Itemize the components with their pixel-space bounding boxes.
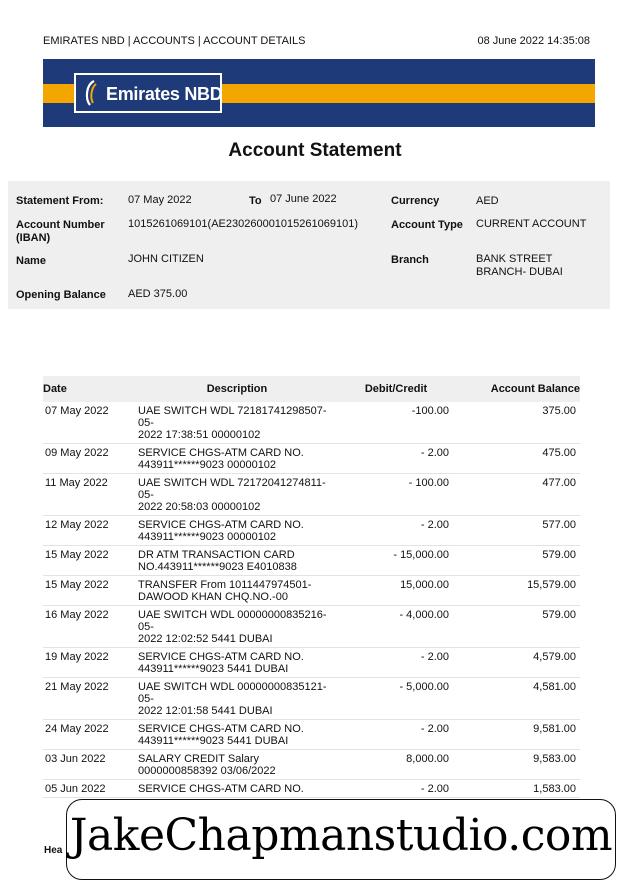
opening-balance-value: AED 375.00 [128, 288, 188, 300]
account-info-panel [8, 181, 610, 309]
row-balance: 4,581.00 [453, 678, 580, 720]
transactions-table [43, 376, 580, 798]
row-balance: 579.00 [453, 606, 580, 648]
table-row [43, 474, 580, 516]
row-balance: 9,583.00 [453, 750, 580, 780]
table-row [43, 606, 580, 648]
row-date: 19 May 2022 [43, 648, 135, 678]
row-description: UAE SWITCH WDL 00000000835121-05- 2022 12:01:58 5441 DUBAI [135, 678, 339, 720]
row-balance: 9,581.00 [453, 720, 580, 750]
statement-from-value: 07 May 2022 [128, 194, 192, 206]
row-amount: -100.00 [339, 402, 453, 444]
name-label: Name [16, 255, 46, 267]
column-header-debit-credit: Debit/Credit [339, 376, 453, 402]
logo-wordmark: Emirates NBD [106, 84, 223, 104]
row-balance: 475.00 [453, 444, 580, 474]
table-row [43, 516, 580, 546]
row-date: 15 May 2022 [43, 576, 135, 606]
column-header-description: Description [135, 376, 339, 402]
row-amount: - 15,000.00 [339, 546, 453, 576]
brand-banner [43, 59, 595, 127]
branch-value: BANK STREET BRANCH- DUBAI [476, 253, 563, 278]
row-date: 12 May 2022 [43, 516, 135, 546]
to-label: To [249, 195, 262, 207]
currency-label: Currency [391, 195, 440, 207]
row-description: UAE SWITCH WDL 72181741298507-05- 2022 17:38:51 00000102 [135, 402, 339, 444]
row-description: SERVICE CHGS-ATM CARD NO. 443911******9023 00000102 [135, 516, 339, 546]
opening-balance-label: Opening Balance [16, 289, 106, 301]
row-amount: - 5,000.00 [339, 678, 453, 720]
logo-mark-icon [82, 79, 100, 107]
table-row [43, 750, 580, 780]
row-description: SERVICE CHGS-ATM CARD NO. 443911******9023 5441 DUBAI [135, 648, 339, 678]
row-amount: - 2.00 [339, 780, 453, 798]
row-amount: - 4,000.00 [339, 606, 453, 648]
page-title: Account Statement [228, 140, 402, 161]
row-amount: 8,000.00 [339, 750, 453, 780]
row-description: SERVICE CHGS-ATM CARD NO. 443911******9023 00000102 [135, 444, 339, 474]
branch-label: Branch [391, 254, 429, 266]
column-header-date: Date [43, 376, 135, 402]
account-type-label: Account Type [391, 219, 463, 231]
row-description: UAE SWITCH WDL 72172041274811-05- 2022 20:58:03 00000102 [135, 474, 339, 516]
row-balance: 1,583.00 [453, 780, 580, 798]
row-amount: - 2.00 [339, 444, 453, 474]
to-value: 07 June 2022 [270, 193, 337, 205]
row-balance: 15,579.00 [453, 576, 580, 606]
row-date: 07 May 2022 [43, 402, 135, 444]
name-value: JOHN CITIZEN [128, 253, 204, 265]
table-row [43, 444, 580, 474]
table-row [43, 678, 580, 720]
row-description: SERVICE CHGS-ATM CARD NO. 443911******9023 5441 DUBAI [135, 720, 339, 750]
row-date: 05 Jun 2022 [43, 780, 135, 798]
row-date: 16 May 2022 [43, 606, 135, 648]
account-number-label: Account Number (IBAN) [16, 219, 105, 244]
watermark-text: JakeChapmanstudio.com [69, 810, 613, 861]
breadcrumb: EMIRATES NBD | ACCOUNTS | ACCOUNT DETAILS [43, 35, 306, 47]
row-amount: - 100.00 [339, 474, 453, 516]
row-balance: 375.00 [453, 402, 580, 444]
row-description: SALARY CREDIT Salary 0000000858392 03/06/2022 [135, 750, 339, 780]
bank-logo [74, 73, 222, 113]
table-row [43, 780, 580, 798]
row-amount: - 2.00 [339, 648, 453, 678]
row-description: UAE SWITCH WDL 00000000835216-05- 2022 12:02:52 5441 DUBAI [135, 606, 339, 648]
row-date: 24 May 2022 [43, 720, 135, 750]
row-date: 03 Jun 2022 [43, 750, 135, 780]
account-number-value: 1015261069101(AE230260001015261069101) [128, 218, 359, 230]
row-date: 09 May 2022 [43, 444, 135, 474]
table-row [43, 402, 580, 444]
row-amount: - 2.00 [339, 720, 453, 750]
row-date: 21 May 2022 [43, 678, 135, 720]
table-header-row [43, 376, 580, 402]
account-type-value: CURRENT ACCOUNT [476, 218, 587, 230]
print-timestamp: 08 June 2022 14:35:08 [477, 35, 590, 47]
footer-label: Hea [44, 845, 63, 856]
row-balance: 4,579.00 [453, 648, 580, 678]
row-description: DR ATM TRANSACTION CARD NO.443911******9023 E4010838 [135, 546, 339, 576]
column-header-balance: Account Balance [453, 376, 580, 402]
row-amount: - 2.00 [339, 516, 453, 546]
row-description: SERVICE CHGS-ATM CARD NO. [135, 780, 339, 798]
table-row [43, 546, 580, 576]
row-balance: 577.00 [453, 516, 580, 546]
watermark-overlay [66, 799, 616, 880]
row-description: TRANSFER From 1011447974501- DAWOOD KHAN CHQ.NO.-00 [135, 576, 339, 606]
table-row [43, 576, 580, 606]
row-amount: 15,000.00 [339, 576, 453, 606]
row-balance: 579.00 [453, 546, 580, 576]
row-balance: 477.00 [453, 474, 580, 516]
row-date: 11 May 2022 [43, 474, 135, 516]
table-row [43, 648, 580, 678]
currency-value: AED [476, 195, 499, 207]
row-date: 15 May 2022 [43, 546, 135, 576]
table-row [43, 720, 580, 750]
statement-from-label: Statement From: [16, 195, 104, 207]
